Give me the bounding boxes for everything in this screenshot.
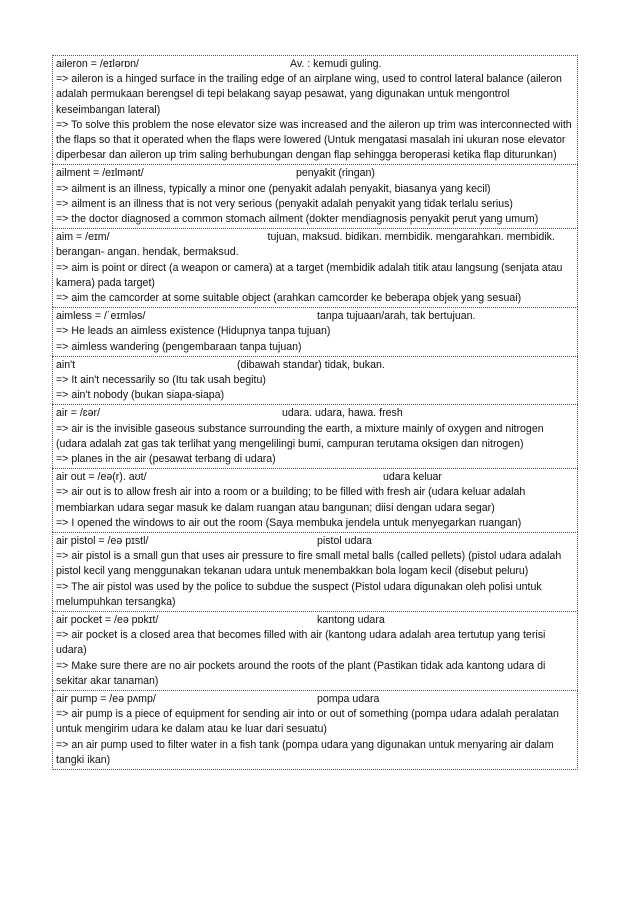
entry-header — [56, 470, 575, 485]
entry-line: => I opened the windows to air out the room (Saya membuka jendela untuk menyegarkan ruangan) — [56, 516, 522, 529]
entry-line: => The air pistol was used by the police to subdue the suspect (Pistol udara digunakan oleh polisi untuk melumpuhkan tersangka) — [56, 580, 542, 608]
entry-header — [56, 692, 575, 707]
entry-term: ain't — [56, 358, 76, 371]
entry-line: => air pump is a piece of equipment for sending air into or out of something (pompa udara adalah peralatan untuk mengirim udara ke dalam atau ke luar dari sesuatu) — [56, 708, 559, 736]
entry-gloss: Av. : kemudi guling. — [290, 58, 382, 70]
dictionary-entry-air-pistol — [52, 532, 578, 611]
entry-line: => ailment is an illness that is not very serious (penyakit adalah penyakit yang tidak terlalu serius) — [56, 197, 513, 210]
entry-term: air out = /eə(r). aʊt/ — [56, 471, 147, 484]
entry-line: => an air pump used to filter water in a fish tank (pompa udara yang digunakan untuk menyaring air dalam tangki ikan) — [56, 738, 554, 766]
entry-line: => He leads an aimless existence (Hidupnya tanpa tujuan) — [56, 325, 331, 338]
entry-line: => Make sure there are no air pockets around the roots of the plant (Pastikan tidak ada kantong udara di sekitar akar tanaman) — [56, 659, 546, 687]
entry-line: => air pocket is a closed area that becomes filled with air (kantong udara adalah area tertutup yang terisi udara) — [56, 629, 546, 657]
entry-header — [56, 406, 575, 421]
entry-line: => aim the camcorder at some suitable object (arahkan camcorder ke beberapa objek yang sesuai) — [56, 292, 522, 305]
entry-line: => ailment is an illness, typically a minor one (penyakit adalah penyakit, biasanya yang kecil) — [56, 182, 491, 195]
entry-line: => aileron is a hinged surface in the trailing edge of an airplane wing, used to control lateral balance (aileron adalah permukaan berengsel di tepi belakang sayap pesawat, yang digunakan untuk mengontrol keseimbangan lateral) — [56, 73, 562, 116]
entry-line: => ain't nobody (bukan siapa-siapa) — [56, 389, 225, 402]
entry-gloss: udara. udara, hawa. fresh — [282, 407, 403, 420]
entry-header — [56, 613, 575, 628]
entry-term: air pocket = /eə pɒkɪt/ — [56, 614, 159, 626]
entry-term: aim = /eɪm/ — [56, 231, 110, 244]
entry-gloss: tujuan, maksud. bidikan. membidik. mengarahkan. membidik. berangan- angan. hendak, bermaksud. — [56, 231, 555, 259]
entry-term: aileron = /eɪlərɒn/ — [56, 58, 139, 70]
entry-header — [56, 230, 575, 260]
entry-line: => It ain't necessarily so (Itu tak usah begitu) — [56, 374, 266, 386]
dictionary-entry-air — [52, 404, 578, 468]
entry-line: => aim is point or direct (a weapon or camera) at a target (membidik adalah titik atau langsung (senjata atau kamera) pada target) — [56, 261, 563, 289]
entry-line: => planes in the air (pesawat terbang di udara) — [56, 453, 276, 465]
entry-header — [56, 57, 575, 72]
entry-header — [56, 309, 575, 324]
dictionary-entry-aint — [52, 356, 578, 405]
entry-term: air pump = /eə pʌmp/ — [56, 693, 156, 705]
dictionary-entry-aim — [52, 228, 578, 307]
entry-line: => air pistol is a small gun that uses air pressure to fire small metal balls (called pellets) (pistol udara adalah pistol kecil yang menggunakan tekanan udara untuk menembakkan bola logam kecil (disebut peluru) — [56, 550, 562, 578]
entry-gloss: udara keluar — [383, 471, 442, 484]
entry-gloss: kantong udara — [317, 614, 385, 626]
dictionary-entry-air-pump — [52, 690, 578, 770]
entry-line: => air is the invisible gaseous substance surrounding the earth, a mixture mainly of oxygen and nitrogen (udara adalah zat gas tak terlihat yang mengelilingi bumi, campuran terutama oksigen dan nitrogen) — [56, 422, 544, 450]
entry-term: air = /ɛər/ — [56, 407, 101, 420]
entry-header — [56, 358, 575, 373]
entry-gloss: (dibawah standar) tidak, bukan. — [237, 358, 385, 371]
entry-line: => To solve this problem the nose elevator size was increased and the aileron up trim was interconnected with the flaps so that it operated when the flaps were lowered (Untuk mengatasi masalah ini ukuran nose elevator — [56, 118, 572, 146]
dictionary-page — [52, 55, 578, 770]
dictionary-entry-air-out — [52, 468, 578, 532]
entry-term: aimless = /ˈeɪmləs/ — [56, 310, 146, 323]
dictionary-entry-aileron — [52, 55, 578, 164]
entry-line: => the doctor diagnosed a common stomach ailment (dokter mendiagnosis penyakit perut yang umum) — [56, 213, 539, 225]
entry-line: diperbesar dan aileron up trim saling berhubungan dengan flap sehingga beroperasi ketika flap diturunkan) — [56, 149, 557, 162]
entry-line: => aimless wandering (pengembaraan tanpa tujuan) — [56, 340, 302, 353]
dictionary-entry-air-pocket — [52, 611, 578, 690]
entry-gloss: pompa udara — [317, 693, 380, 705]
entry-gloss: pistol udara — [317, 535, 372, 547]
entry-term: air pistol = /eə pɪstl/ — [56, 535, 149, 547]
entry-term: ailment = /eɪlmənt/ — [56, 167, 144, 180]
dictionary-entry-aimless — [52, 307, 578, 356]
entry-header — [56, 534, 575, 549]
entry-gloss: tanpa tujuaan/arah, tak bertujuan. — [317, 310, 476, 323]
entry-line: => air out is to allow fresh air into a room or a building; to be filled with fresh air (udara keluar adalah membiarkan udara segar masuk ke dalam ruangan atau bangunan; diisi dengan udara segar) — [56, 486, 526, 514]
entry-header — [56, 166, 575, 181]
entry-gloss: penyakit (ringan) — [296, 167, 375, 180]
dictionary-entry-ailment — [52, 164, 578, 228]
